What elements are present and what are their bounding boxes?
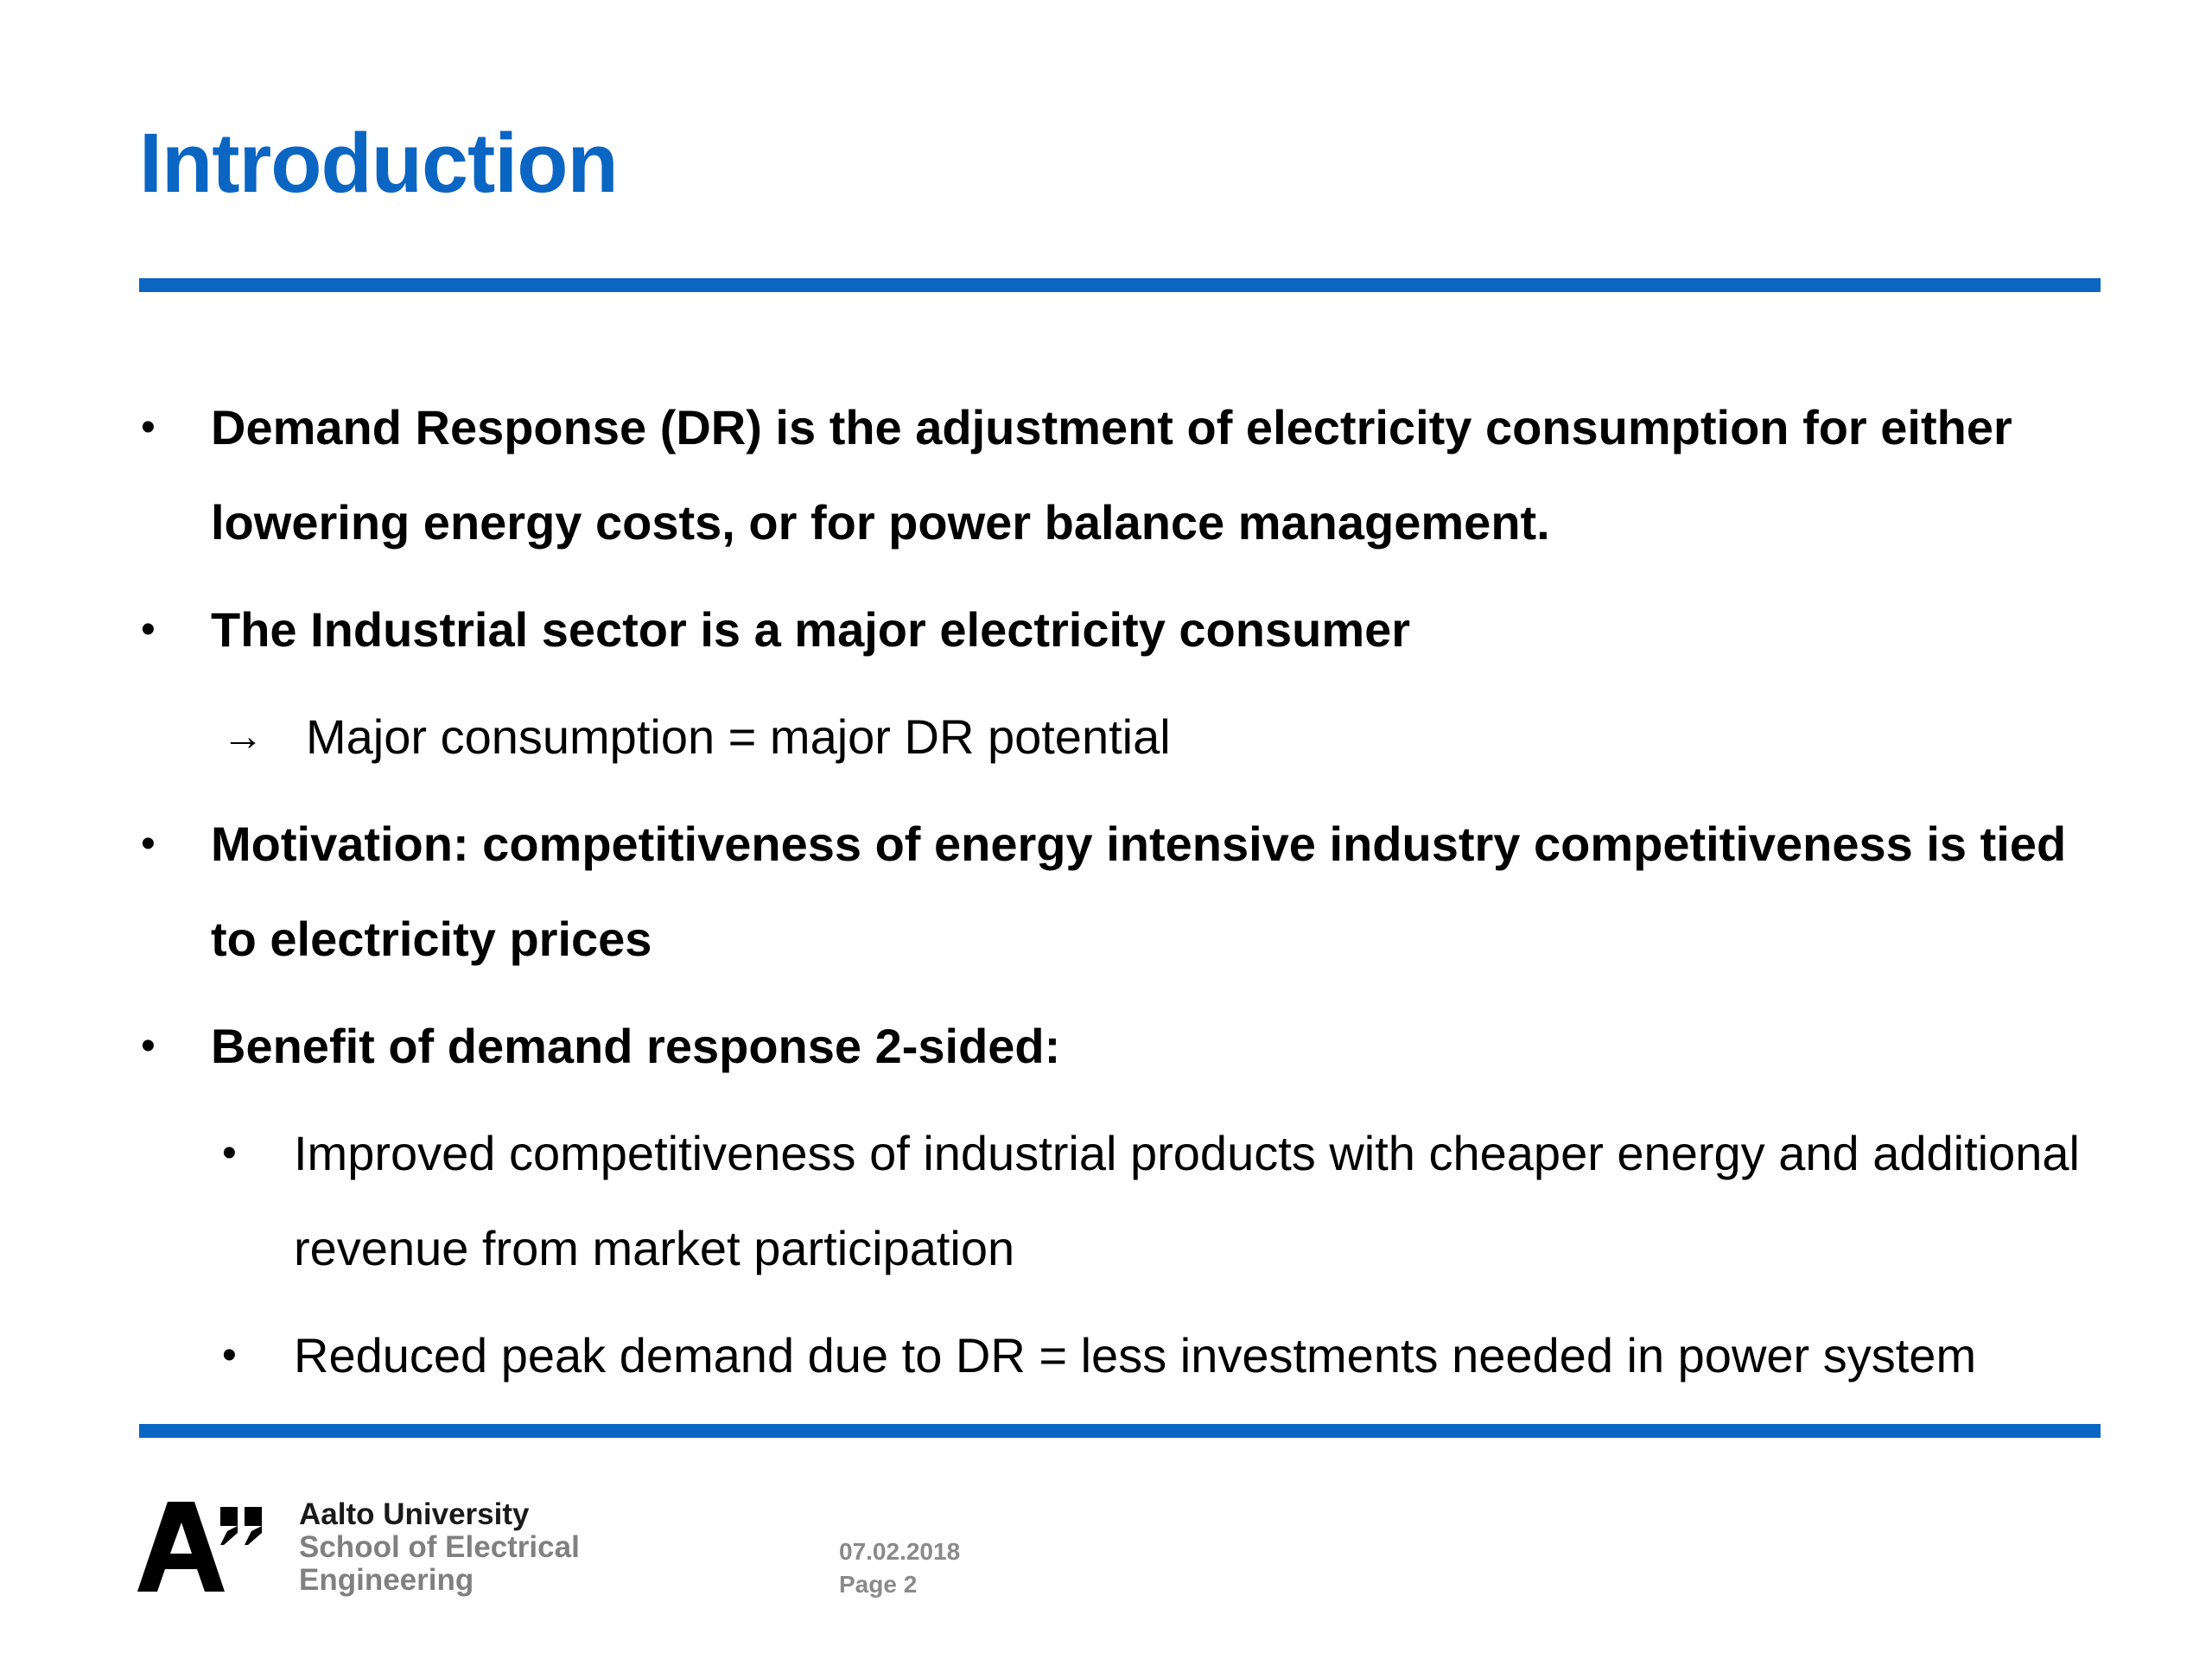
bullet-dot: •: [141, 404, 156, 450]
bullet-industrial-sector: [139, 582, 2101, 677]
bullet-text: Reduced peak demand due to DR = less investments needed in power system: [294, 1328, 1977, 1382]
sub-bullet-competitiveness: [139, 1106, 2101, 1296]
slide-date: 07.02.2018: [839, 1538, 961, 1565]
slide-content: [139, 380, 2101, 1403]
bullet-text: Demand Response (DR) is the adjustment of electricity consumption for either lowering energy costs, or for power balance management.: [211, 400, 2012, 550]
bullet-dot: •: [141, 1023, 156, 1069]
bullet-motivation: [139, 797, 2101, 987]
bullet-demand-response: [139, 380, 2101, 570]
sub-bullet-dr-potential: [139, 690, 2101, 785]
bullet-dot: •: [222, 1130, 237, 1176]
bullet-dot: •: [222, 1332, 237, 1378]
school-name-line1: School of Electrical: [299, 1530, 580, 1564]
aalto-logo-icon: [137, 1502, 276, 1592]
bullet-text: Improved competitiveness of industrial products with cheaper energy and additional revenue from market participation: [294, 1126, 2080, 1275]
university-name: Aalto University: [299, 1497, 530, 1531]
bullet-benefit: [139, 999, 2101, 1094]
bullet-dot: •: [141, 821, 156, 867]
title-divider: [139, 278, 2101, 292]
bullet-text: The Industrial sector is a major electricity consumer: [211, 602, 1411, 657]
bullet-dot: •: [141, 607, 156, 652]
bullet-text: Benefit of demand response 2-sided:: [211, 1019, 1061, 1073]
slide-title: Introduction: [139, 116, 618, 210]
institution-name: [299, 1498, 580, 1597]
bullet-text: Motivation: competitiveness of energy intensive industry competitiveness is tied to electricity prices: [211, 817, 2067, 966]
arrow-icon: →: [222, 714, 264, 760]
school-name-line2: Engineering: [299, 1563, 474, 1597]
footer-divider: [139, 1424, 2101, 1438]
bullet-text: Major consumption = major DR potential: [306, 709, 1171, 764]
sub-bullet-peak-demand: [139, 1308, 2101, 1403]
footer-meta: [839, 1535, 960, 1601]
page-number: Page 2: [839, 1571, 918, 1598]
